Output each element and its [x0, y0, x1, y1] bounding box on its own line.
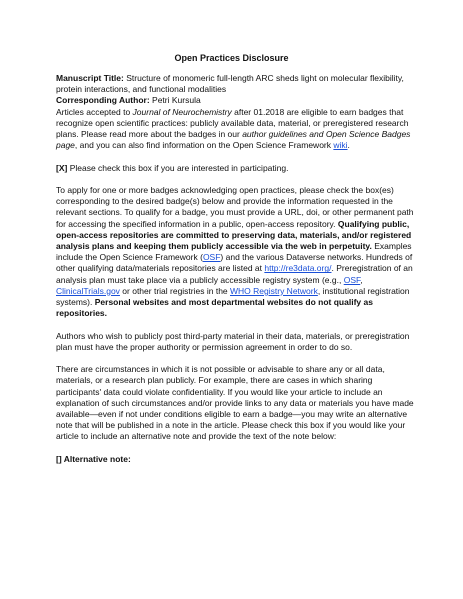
apply-text-1: To apply for one or more badges acknowledging open practices, please check the box(es) corresponding to the desired badge(s) below and provide the information requested in the relevant sections. To qualify for a badge, you must provide a URL, doi, or other permanent path for accessing the specified information in a public, open-access repository. — [56, 185, 414, 229]
intro-text-2: after 01.2018 are eligible to earn badges that recognize open scientific practices: publicly available data, material, or preregistered research plans. Please read more about the badges in our — [56, 106, 409, 140]
osf-wiki-link[interactable]: wiki — [333, 140, 348, 151]
manuscript-title-label: Manuscript Title: — [56, 73, 124, 83]
apply-text-4: . Preregistration of an analysis plan must take place via a publicly accessible registry system (e.g., — [56, 263, 413, 285]
intro-text-4: . — [347, 140, 350, 151]
intro-paragraph — [56, 107, 416, 152]
apply-text-3: ) and the various Dataverse networks. Hundreds of other qualifying data/materials repositories are listed at — [56, 252, 413, 274]
personal-websites-notice: Personal websites and most departmental websites do not qualify as repositories. — [56, 297, 373, 319]
osf-link[interactable]: OSF — [202, 252, 221, 263]
corresponding-author-label: Corresponding Author: — [56, 95, 150, 106]
corresponding-author-line — [56, 95, 416, 106]
alternative-note-checkbox[interactable]: [] Alternative note: — [56, 453, 131, 464]
apply-text-7: , institutional registration systems). — [56, 285, 410, 308]
intro-text-1: Articles accepted to — [56, 106, 133, 117]
who-registry-link[interactable]: WHO Registry Network — [230, 285, 318, 296]
repository-requirement: Qualifying public, open-access repositories are committed to preserving data, materials, and/or registered analysis plans and keeping them publicly accessible via the web in perpetuity. — [56, 218, 412, 252]
apply-paragraph — [56, 185, 416, 319]
journal-name: Journal of Neurochemistry — [132, 106, 232, 117]
corresponding-author-value: Petri Kursula — [152, 95, 201, 106]
document-title: Open Practices Disclosure — [174, 53, 289, 63]
participation-checkbox-line — [56, 163, 416, 174]
re3data-link[interactable]: http://re3data.org/ — [264, 263, 332, 274]
apply-text-2: Examples include the Open Science Framework ( — [56, 241, 412, 263]
document-body — [56, 73, 416, 465]
apply-text-5: , — [360, 274, 363, 285]
participation-checkbox-label: Please check this box if you are interested in participating. — [67, 162, 289, 173]
circumstances-paragraph: There are circumstances in which it is not possible or advisable to share any or all data, materials, or a research plan publicly. For example, there are cases in which sharing participants' data could violate confidentiality. If you would like your article to include an explanation of such circumstances and/or provide links to any data or materials you have made available—even if not under conditions eligible to earn a badge—you may write an alternative note that will be published in a note in the article. Please check this box if you would like your article to include an alternative note and provide the text of the note below: — [56, 364, 414, 442]
osf-link-2[interactable]: OSF — [343, 274, 361, 285]
clinicaltrials-link[interactable]: ClinicalTrials.gov — [56, 285, 120, 296]
manuscript-title-line — [56, 73, 416, 95]
manuscript-title-value: Structure of monomeric full-length ARC sheds light on molecular flexibility, protein interactions, and functional modalities — [56, 73, 404, 95]
third-party-paragraph: Authors who wish to publicly post third-party material in their data, materials, or preregistration plan must have the proper authority or permission agreement in order to do so. — [56, 330, 410, 352]
author-guidelines-reference: author guidelines and Open Science Badges page — [56, 129, 411, 151]
participation-checkbox[interactable]: [X] — [56, 162, 68, 173]
apply-text-6: or other trial registries in the — [119, 285, 231, 296]
intro-text-3: , and you can also find information on the Open Science Framework — [74, 140, 334, 151]
